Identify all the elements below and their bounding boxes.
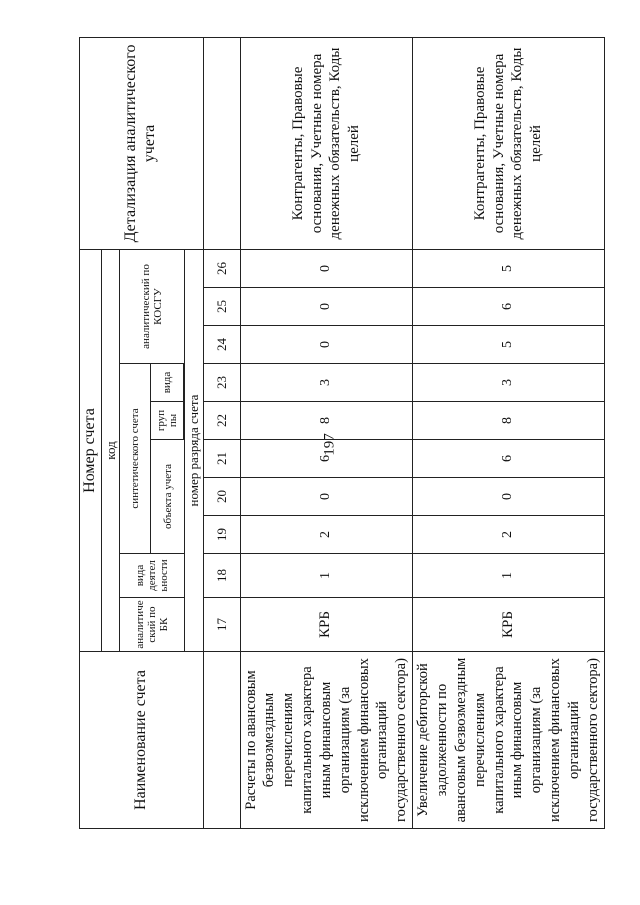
digit-25: 25 [203,288,240,326]
row-2-detail: Контрагенты, Правовые основания, Учетные номера денежных обязательств, Коды целей [413,37,604,249]
row-1-detail: Контрагенты, Правовые основания, Учетные номера денежных обязательств, Коды целей [240,37,413,249]
row-2-d23: 3 [413,364,604,402]
row-2-d19: 2 [413,516,604,554]
header-object: объекта учета [151,440,185,554]
row-2-d21: 6 [413,440,604,478]
row-1-d23: 3 [240,364,413,402]
header-kod: код [101,249,119,651]
row-1-d22: 8 [240,402,413,440]
header-vid: вида [151,364,184,402]
digit-26: 26 [203,249,240,287]
table-row [413,37,604,828]
header-row-1 [80,37,102,828]
row-1-d19: 2 [240,516,413,554]
table-row [240,37,413,828]
row-1-name: Расчеты по авансовым безвозмездным перечислениям капитального характера иным финансовым организациям (за исключением финансовых организаций государственного сектора) [240,652,413,829]
header-activity-type: вида деятел ьности [120,554,185,598]
row-2-name: Увеличение дебиторской задолженности по авансовым безвозмездным перечислениям капитального характера иным финансовым организациям (за исключением финансовых организаций государственного сектора) [413,652,604,829]
digit-22: 22 [203,402,240,440]
header-account-name: Наименование счета [80,652,204,829]
header-group: груп пы [151,402,184,440]
header-account-number: Номер счета [80,249,102,651]
row-1-d26: 0 [240,249,413,287]
page-number: 197 [321,433,338,456]
header-synthetic: синтетического счета [120,364,151,554]
row-2-d22: 8 [413,402,604,440]
row-1-d21: 6 [240,440,413,478]
header-detail: Детализация аналитического учета [80,37,204,249]
row-2-d20: 0 [413,478,604,516]
header-analytic-kosgu: аналитический по КОСГУ [120,249,185,363]
row-1-d18: 1 [240,554,413,598]
digit-20: 20 [203,478,240,516]
row-1-d24: 0 [240,326,413,364]
digit-18: 18 [203,554,240,598]
row-1-d20: 0 [240,478,413,516]
row-1-kbk: КРБ [240,598,413,652]
header-analytic-bk: аналитиче ский по БК [120,598,185,652]
digit-name-blank [203,652,240,829]
account-table [79,37,605,829]
row-2-d26: 5 [413,249,604,287]
digit-17: 17 [203,598,240,652]
row-1-d25: 0 [240,288,413,326]
digit-21: 21 [203,440,240,478]
row-2-d18: 1 [413,554,604,598]
header-razryad: номер разряда счета [185,249,203,651]
digit-23: 23 [203,364,240,402]
digit-row [203,37,240,828]
digit-24: 24 [203,326,240,364]
landscape-page [79,38,601,829]
row-2-d24: 5 [413,326,604,364]
digit-detail-blank [203,37,240,249]
row-2-kbk: КРБ [413,598,604,652]
row-2-d25: 6 [413,288,604,326]
digit-19: 19 [203,516,240,554]
rotated-table-frame [79,38,601,829]
